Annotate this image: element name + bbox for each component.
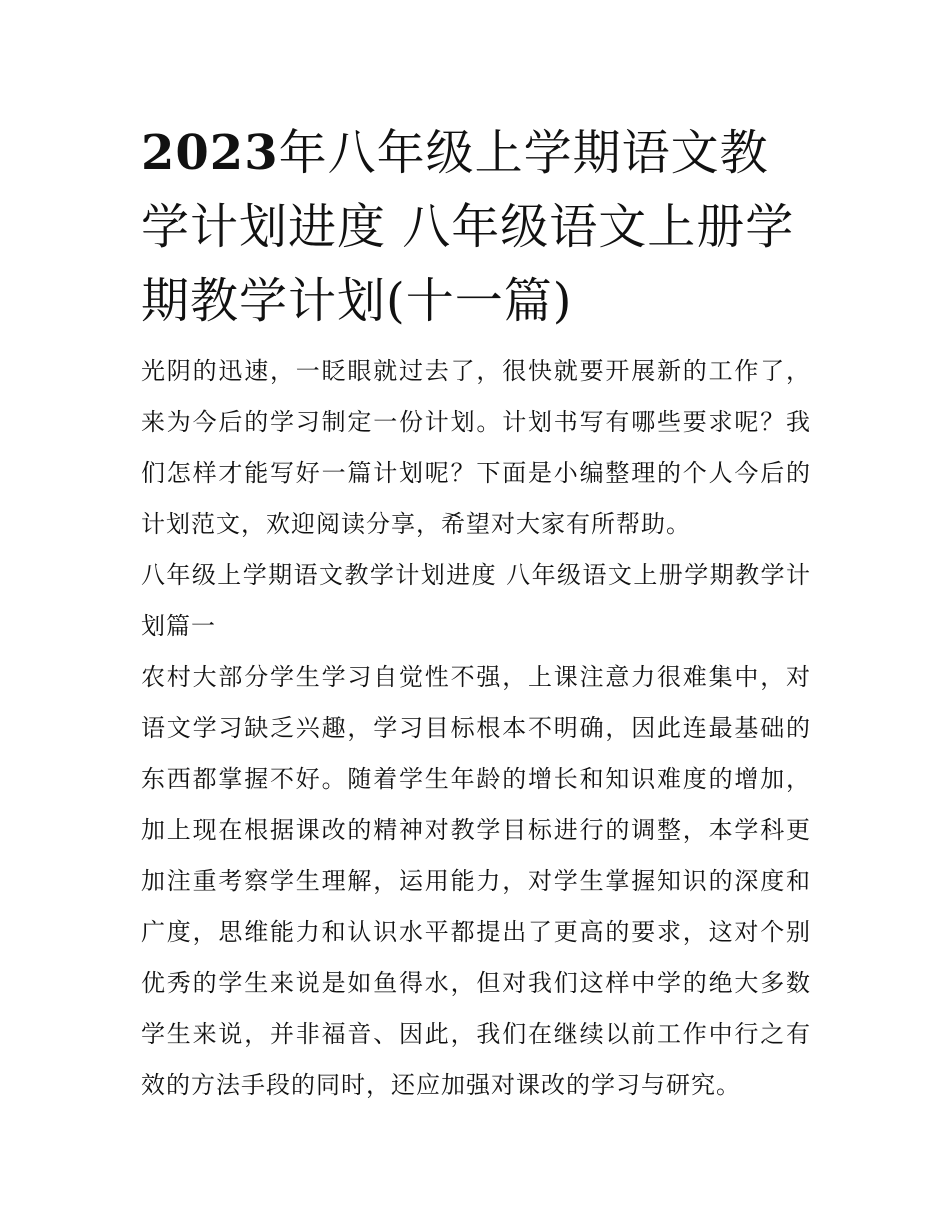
document-page: [141, 116, 811, 1111]
section-heading: 八年级上学期语文教学计划进度 八年级语文上册学期教学计划篇一: [141, 561, 811, 640]
document-title: [141, 116, 811, 338]
title-year: 2023: [141, 125, 279, 181]
title-text: 年八年级上学期语文教学计划进度 八年级语文上册学期教学计划(十一篇): [141, 125, 795, 329]
intro-paragraph: 光阴的迅速，一眨眼就过去了，很快就要开展新的工作了，来为今后的学习制定一份计划。计划书写有哪些要求呢？我们怎样才能写好一篇计划呢？下面是小编整理的个人今后的计划范文，欢迎阅读分享，希望对大家有所帮助。: [141, 357, 811, 538]
body-paragraph: 农村大部分学生学习自觉性不强，上课注意力很难集中，对语文学习缺乏兴趣，学习目标根本不明确，因此连最基础的东西都掌握不好。随着学生年龄的增长和知识难度的增加，加上现在根据课改的精神对教学目标进行的调整，本学科更加注重考察学生理解，运用能力，对学生掌握知识的深度和广度，思维能力和认识水平都提出了更高的要求，这对个别优秀的学生来说是如鱼得水，但对我们这样中学的绝大多数学生来说，并非福音、因此，我们在继续以前工作中行之有效的方法手段的同时，还应加强对课改的学习与研究。: [141, 663, 811, 1099]
